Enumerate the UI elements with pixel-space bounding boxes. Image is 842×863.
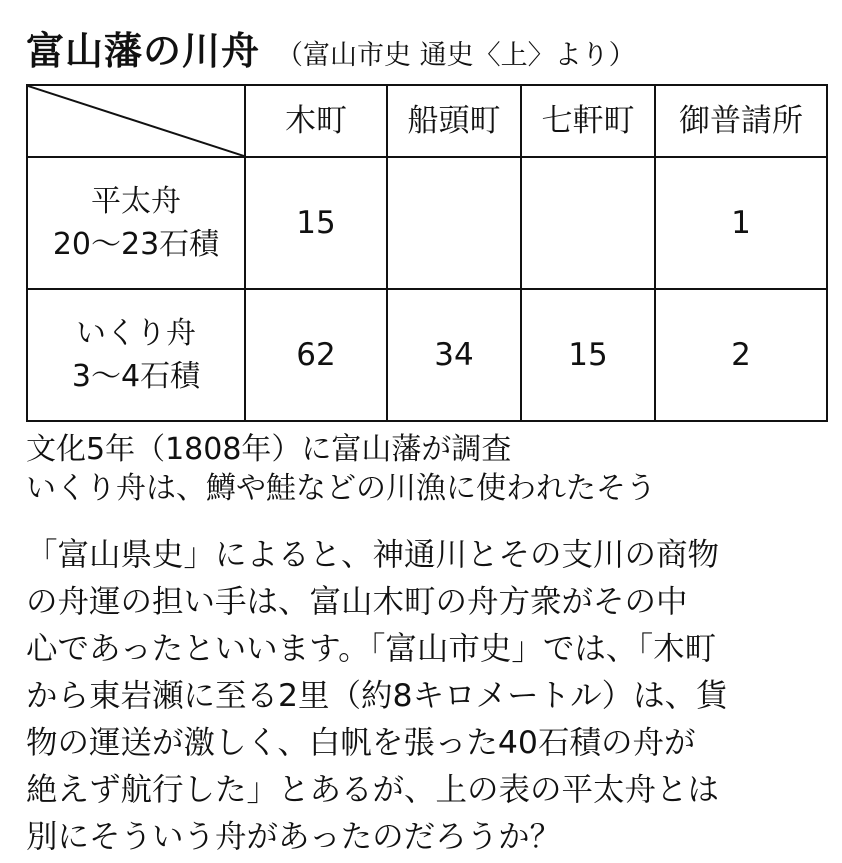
table-header-row — [27, 85, 827, 157]
boat-table — [26, 84, 828, 422]
row-header-capacity: 20～23石積 — [52, 227, 220, 262]
row-header-name: いくり舟 — [76, 315, 196, 351]
table-cell: 15 — [521, 289, 655, 421]
column-header-gofushinsho: 御普請所 — [655, 85, 827, 157]
column-header-sendomachi: 船頭町 — [387, 85, 521, 157]
row-header-name: 平太舟 — [91, 183, 181, 219]
paragraph-line: 心であったといいます。「富山市史」では、「木町 — [26, 631, 717, 667]
header — [26, 20, 636, 74]
table-row — [27, 157, 827, 289]
row-header-heitabune — [27, 157, 245, 289]
table-cell: 62 — [245, 289, 387, 421]
paragraph-line: 別にそういう舟があったのだろうか？ — [26, 819, 562, 855]
page-title: 富山藩の川舟 — [26, 29, 261, 73]
column-header-kimachi: 木町 — [245, 85, 387, 157]
source-note: （富山市史 通史〈上〉より） — [276, 40, 636, 71]
paragraph-line: 物の運送が激しく、白帆を張った40石積の舟が — [26, 725, 696, 761]
row-header-capacity: 3～4石積 — [71, 359, 201, 394]
paragraph-line: 絶えず航行した」とあるが、上の表の平太舟とは — [26, 772, 720, 808]
table-cell: 15 — [245, 157, 387, 289]
table-cell: 1 — [655, 157, 827, 289]
table-cell: 34 — [387, 289, 521, 421]
corner-cell — [27, 85, 245, 157]
paragraph-line: 「富山県史」によると、神通川とその支川の商物 — [26, 537, 720, 573]
table-cell — [387, 157, 521, 289]
paragraph-line: から東岩瀬に至る2里（約8キロメートル）は、貨 — [26, 678, 728, 714]
column-header-shichikenmachi: 七軒町 — [521, 85, 655, 157]
row-header-ikuribune — [27, 289, 245, 421]
table-cell: 2 — [655, 289, 827, 421]
note-line: いくり舟は、鱒や鮭などの川漁に使われたそう — [26, 471, 656, 506]
note-line: 文化5年（1808年）に富山藩が調査 — [26, 432, 512, 467]
table-row — [27, 289, 827, 421]
diagonal-line — [28, 86, 244, 156]
paragraph-line: の舟運の担い手は、富山木町の舟方衆がその中 — [26, 584, 688, 620]
table-cell — [521, 157, 655, 289]
body-paragraph — [26, 532, 826, 861]
table-notes — [26, 430, 826, 508]
